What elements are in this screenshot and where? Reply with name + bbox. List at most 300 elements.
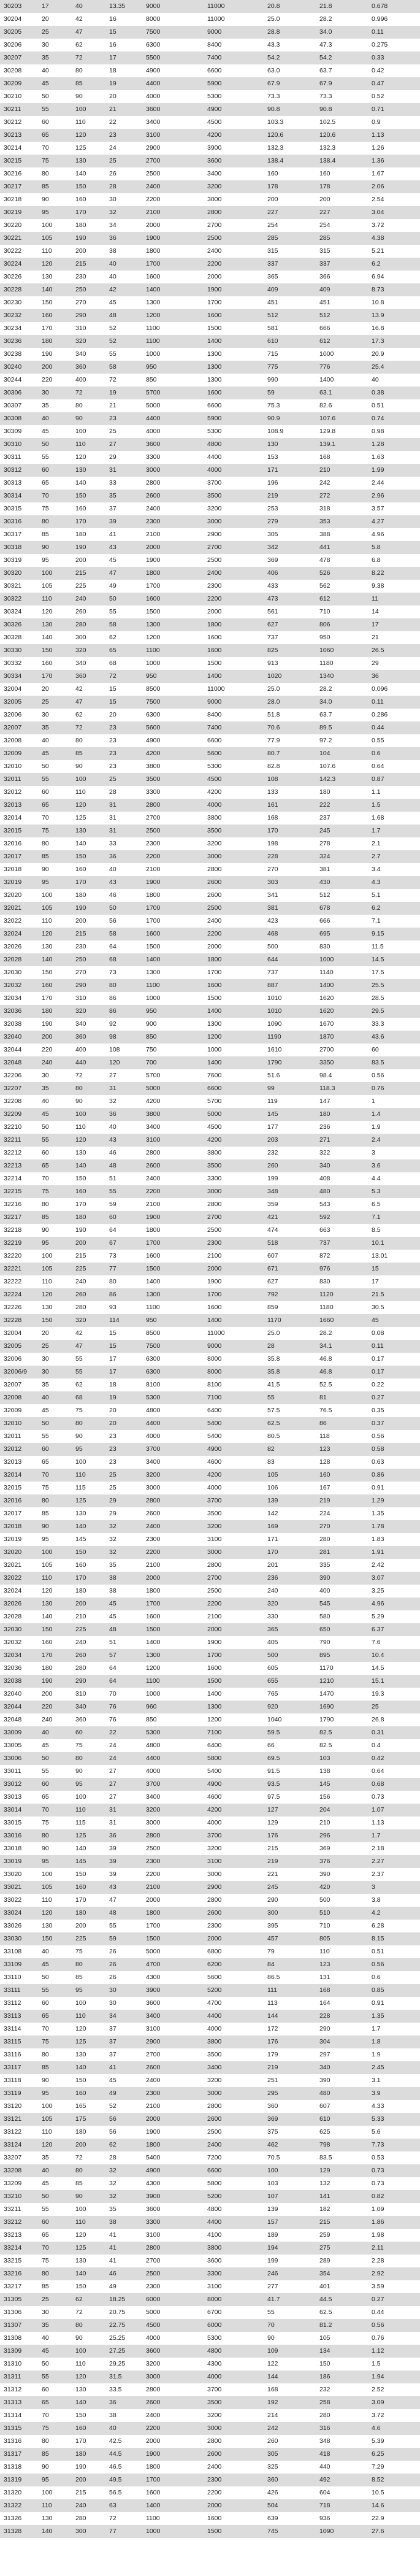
weight-cell: 19.3 <box>368 1688 420 1701</box>
speed-grease-cell: 2200 <box>142 850 204 863</box>
speed-oil-cell: 2000 <box>204 1623 264 1636</box>
outer-diameter-cell: 80 <box>72 1752 105 1765</box>
width-cell: 77 <box>105 2525 142 2538</box>
outer-diameter-cell: 110 <box>72 2216 105 2229</box>
width-cell: 32 <box>105 2164 142 2177</box>
static-load-cell: 440 <box>316 2461 368 2474</box>
static-load-cell: 381 <box>316 863 368 876</box>
speed-grease-cell: 2100 <box>142 206 204 219</box>
model-cell: 30317 <box>0 528 38 541</box>
table-row <box>0 1739 420 1752</box>
weight-cell: 0.86 <box>368 1469 420 1482</box>
weight-cell: 0.6 <box>368 1971 420 1984</box>
model-cell: 33208 <box>0 2164 38 2177</box>
table-row <box>0 335 420 348</box>
table-row <box>0 1971 420 1984</box>
inner-diameter-cell: 200 <box>38 1688 72 1701</box>
weight-cell: 3.72 <box>368 219 420 232</box>
inner-diameter-cell: 20 <box>38 1327 72 1340</box>
speed-grease-cell: 4200 <box>142 1095 204 1108</box>
speed-grease-cell: 1400 <box>142 2499 204 2512</box>
weight-cell: 3 <box>368 1881 420 1894</box>
table-row <box>0 889 420 902</box>
static-load-cell: 1620 <box>316 992 368 1005</box>
speed-grease-cell: 1300 <box>142 1288 204 1301</box>
outer-diameter-cell: 225 <box>72 580 105 593</box>
dynamic-load-cell: 103.3 <box>264 116 316 129</box>
weight-cell: 0.17 <box>368 1366 420 1378</box>
dynamic-load-cell: 1170 <box>264 1314 316 1327</box>
dynamic-load-cell: 35.8 <box>264 1353 316 1366</box>
model-cell: 30203 <box>0 0 38 13</box>
table-row <box>0 1430 420 1443</box>
weight-cell: 16.8 <box>368 322 420 335</box>
speed-grease-cell: 1600 <box>142 1250 204 1263</box>
speed-grease-cell: 1700 <box>142 1598 204 1610</box>
width-cell: 108 <box>105 1044 142 1056</box>
table-row <box>0 374 420 386</box>
dynamic-load-cell: 199 <box>264 1172 316 1185</box>
weight-cell: 2.92 <box>368 2267 420 2280</box>
table-row <box>0 1301 420 1314</box>
model-cell: 30328 <box>0 631 38 644</box>
width-cell: 43 <box>105 541 142 554</box>
width-cell: 47 <box>105 1894 142 1907</box>
speed-grease-cell: 3300 <box>142 451 204 464</box>
outer-diameter-cell: 110 <box>72 438 105 451</box>
width-cell: 45 <box>105 296 142 309</box>
model-cell: 33124 <box>0 2139 38 2151</box>
width-cell: 64 <box>105 1675 142 1688</box>
outer-diameter-cell: 125 <box>72 1494 105 1507</box>
outer-diameter-cell: 360 <box>72 670 105 683</box>
table-row <box>0 825 420 837</box>
model-cell: 31320 <box>0 2486 38 2499</box>
weight-cell: 36 <box>368 670 420 683</box>
static-load-cell: 204 <box>316 1804 368 1817</box>
width-cell: 45 <box>105 2074 142 2087</box>
width-cell: 32 <box>105 2177 142 2190</box>
table-row <box>0 1507 420 1520</box>
weight-cell: 0.51 <box>368 1945 420 1958</box>
speed-oil-cell: 4900 <box>204 103 264 116</box>
weight-cell: 29 <box>368 657 420 670</box>
speed-oil-cell: 2000 <box>204 606 264 618</box>
width-cell: 21 <box>105 399 142 412</box>
weight-cell: 7.1 <box>368 1211 420 1224</box>
model-cell: 30326 <box>0 618 38 631</box>
dynamic-load-cell: 990 <box>264 374 316 386</box>
inner-diameter-cell: 150 <box>38 644 72 657</box>
model-cell: 33019 <box>0 1855 38 1868</box>
weight-cell: 3.72 <box>368 2409 420 2422</box>
model-cell: 31313 <box>0 2396 38 2409</box>
weight-cell: 0.38 <box>368 386 420 399</box>
table-row <box>0 425 420 438</box>
outer-diameter-cell: 320 <box>72 1005 105 1018</box>
speed-grease-cell: 2700 <box>142 2048 204 2061</box>
static-load-cell: 258 <box>316 2396 368 2409</box>
table-row <box>0 116 420 129</box>
width-cell: 41 <box>105 528 142 541</box>
model-cell: 32226 <box>0 1301 38 1314</box>
static-load-cell: 97.2 <box>316 734 368 747</box>
weight-cell: 3.04 <box>368 206 420 219</box>
speed-oil-cell: 3700 <box>204 477 264 490</box>
dynamic-load-cell: 468 <box>264 928 316 940</box>
weight-cell: 14.5 <box>368 953 420 966</box>
dynamic-load-cell: 51.8 <box>264 709 316 721</box>
table-row <box>0 773 420 786</box>
weight-cell: 1.91 <box>368 1546 420 1559</box>
weight-cell: 0.47 <box>368 77 420 90</box>
weight-cell: 0.56 <box>368 1958 420 1971</box>
outer-diameter-cell: 140 <box>72 2396 105 2409</box>
weight-cell: 33.3 <box>368 1018 420 1031</box>
table-row <box>0 696 420 709</box>
speed-grease-cell: 2400 <box>142 2074 204 2087</box>
table-row <box>0 271 420 283</box>
model-cell: 33014 <box>0 1804 38 1817</box>
outer-diameter-cell: 85 <box>72 747 105 760</box>
weight-cell: 27.6 <box>368 2525 420 2538</box>
outer-diameter-cell: 260 <box>72 1288 105 1301</box>
speed-oil-cell: 3000 <box>204 850 264 863</box>
width-cell: 46.5 <box>105 2461 142 2474</box>
inner-diameter-cell: 40 <box>38 412 72 425</box>
speed-grease-cell: 4900 <box>142 64 204 77</box>
model-cell: 30204 <box>0 13 38 26</box>
model-cell: 32213 <box>0 1159 38 1172</box>
outer-diameter-cell: 225 <box>72 1623 105 1636</box>
table-row <box>0 915 420 928</box>
outer-diameter-cell: 72 <box>72 2306 105 2319</box>
table-row <box>0 2461 420 2474</box>
width-cell: 73 <box>105 966 142 979</box>
speed-oil-cell: 4200 <box>204 786 264 799</box>
weight-cell: 0.096 <box>368 683 420 696</box>
speed-grease-cell: 1100 <box>142 1675 204 1688</box>
table-row <box>0 541 420 554</box>
width-cell: 48 <box>105 1623 142 1636</box>
dynamic-load-cell: 365 <box>264 271 316 283</box>
speed-grease-cell: 1100 <box>142 335 204 348</box>
static-load-cell: 81 <box>316 1391 368 1404</box>
outer-diameter-cell: 180 <box>72 2448 105 2461</box>
model-cell: 32018 <box>0 863 38 876</box>
weight-cell: 1.7 <box>368 825 420 837</box>
width-cell: 31 <box>105 1082 142 1095</box>
outer-diameter-cell: 100 <box>72 1791 105 1804</box>
speed-oil-cell: 4100 <box>204 2229 264 2242</box>
outer-diameter-cell: 42 <box>72 1327 105 1340</box>
width-cell: 27 <box>105 1765 142 1778</box>
static-load-cell: 141 <box>316 2190 368 2203</box>
dynamic-load-cell: 139 <box>264 1494 316 1507</box>
weight-cell: 25.5 <box>368 979 420 992</box>
width-cell: 58 <box>105 928 142 940</box>
dynamic-load-cell: 887 <box>264 979 316 992</box>
speed-grease-cell: 1600 <box>142 271 204 283</box>
inner-diameter-cell: 150 <box>38 1623 72 1636</box>
dynamic-load-cell: 260 <box>264 1159 316 1172</box>
outer-diameter-cell: 160 <box>72 2087 105 2100</box>
inner-diameter-cell: 80 <box>38 837 72 850</box>
speed-oil-cell: 8000 <box>204 1366 264 1378</box>
table-row <box>0 2474 420 2486</box>
table-row <box>0 2087 420 2100</box>
outer-diameter-cell: 95 <box>72 1443 105 1456</box>
width-cell: 35 <box>105 2203 142 2216</box>
width-cell: 67 <box>105 1237 142 1250</box>
inner-diameter-cell: 50 <box>38 1121 72 1134</box>
table-row <box>0 657 420 670</box>
static-load-cell: 210 <box>316 1817 368 1829</box>
model-cell: 32044 <box>0 1044 38 1056</box>
static-load-cell: 147 <box>316 1095 368 1108</box>
speed-grease-cell: 4900 <box>142 734 204 747</box>
inner-diameter-cell: 75 <box>38 1185 72 1198</box>
weight-cell: 2.52 <box>368 2383 420 2396</box>
model-cell: 30214 <box>0 142 38 155</box>
weight-cell: 4.3 <box>368 876 420 889</box>
model-cell: 30321 <box>0 580 38 593</box>
inner-diameter-cell: 75 <box>38 2036 72 2048</box>
speed-oil-cell: 4200 <box>204 1469 264 1482</box>
model-cell: 32222 <box>0 1275 38 1288</box>
speed-grease-cell: 5000 <box>142 1945 204 1958</box>
speed-grease-cell: 950 <box>142 1314 204 1327</box>
static-load-cell: 2700 <box>316 1044 368 1056</box>
inner-diameter-cell: 70 <box>38 142 72 155</box>
inner-diameter-cell: 90 <box>38 193 72 206</box>
outer-diameter-cell: 130 <box>72 155 105 167</box>
speed-oil-cell: 1900 <box>204 1636 264 1649</box>
weight-cell: 1.4 <box>368 1108 420 1121</box>
dynamic-load-cell: 176 <box>264 2036 316 2048</box>
dynamic-load-cell: 168 <box>264 812 316 825</box>
dynamic-load-cell: 196 <box>264 477 316 490</box>
table-row <box>0 1829 420 1842</box>
outer-diameter-cell: 72 <box>72 52 105 64</box>
outer-diameter-cell: 130 <box>72 2255 105 2267</box>
weight-cell: 0.42 <box>368 1752 420 1765</box>
inner-diameter-cell: 100 <box>38 567 72 580</box>
inner-diameter-cell: 45 <box>38 1739 72 1752</box>
speed-grease-cell: 1200 <box>142 309 204 322</box>
model-cell: 33108 <box>0 1945 38 1958</box>
speed-grease-cell: 3300 <box>142 2216 204 2229</box>
width-cell: 64 <box>105 940 142 953</box>
outer-diameter-cell: 130 <box>72 2048 105 2061</box>
model-cell: 33109 <box>0 1958 38 1971</box>
inner-diameter-cell: 120 <box>38 1288 72 1301</box>
inner-diameter-cell: 80 <box>38 2048 72 2061</box>
speed-oil-cell: 5800 <box>204 2177 264 2190</box>
model-cell: 33021 <box>0 1881 38 1894</box>
inner-diameter-cell: 95 <box>38 554 72 567</box>
inner-diameter-cell: 180 <box>38 335 72 348</box>
speed-oil-cell: 2600 <box>204 889 264 902</box>
weight-cell: 0.64 <box>368 760 420 773</box>
speed-grease-cell: 1800 <box>142 1224 204 1237</box>
weight-cell: 11.5 <box>368 940 420 953</box>
inner-diameter-cell: 120 <box>38 1907 72 1920</box>
inner-diameter-cell: 110 <box>38 2126 72 2139</box>
outer-diameter-cell: 360 <box>72 1031 105 1044</box>
outer-diameter-cell: 180 <box>72 219 105 232</box>
static-load-cell: 52.5 <box>316 1378 368 1391</box>
outer-diameter-cell: 140 <box>72 167 105 180</box>
speed-grease-cell: 1100 <box>142 322 204 335</box>
static-load-cell: 418 <box>316 2448 368 2461</box>
static-load-cell: 478 <box>316 554 368 567</box>
speed-grease-cell: 3600 <box>142 2345 204 2358</box>
weight-cell: 3 <box>368 1147 420 1159</box>
inner-diameter-cell: 85 <box>38 850 72 863</box>
weight-cell: 17.3 <box>368 335 420 348</box>
speed-grease-cell: 1900 <box>142 876 204 889</box>
speed-grease-cell: 1900 <box>142 2126 204 2139</box>
speed-oil-cell: 2000 <box>204 940 264 953</box>
table-row <box>0 1572 420 1585</box>
speed-oil-cell: 11000 <box>204 13 264 26</box>
model-cell: 30320 <box>0 567 38 580</box>
speed-oil-cell: 3000 <box>204 193 264 206</box>
speed-grease-cell: 1800 <box>142 2139 204 2151</box>
width-cell: 31 <box>105 799 142 812</box>
dynamic-load-cell: 55 <box>264 1391 316 1404</box>
speed-oil-cell: 2100 <box>204 1610 264 1623</box>
dynamic-load-cell: 260 <box>264 2435 316 2448</box>
speed-grease-cell: 5300 <box>142 1726 204 1739</box>
width-cell: 37 <box>105 2048 142 2061</box>
width-cell: 38 <box>105 245 142 258</box>
speed-grease-cell: 3400 <box>142 1456 204 1469</box>
dynamic-load-cell: 120.6 <box>264 129 316 142</box>
speed-grease-cell: 9000 <box>142 0 204 13</box>
weight-cell: 1.98 <box>368 2229 420 2242</box>
speed-oil-cell: 3700 <box>204 1494 264 1507</box>
inner-diameter-cell: 130 <box>38 940 72 953</box>
model-cell: 30210 <box>0 90 38 103</box>
inner-diameter-cell: 45 <box>38 77 72 90</box>
outer-diameter-cell: 170 <box>72 1894 105 1907</box>
model-cell: 32019 <box>0 1533 38 1546</box>
speed-oil-cell: 1400 <box>204 1314 264 1327</box>
outer-diameter-cell: 200 <box>72 2139 105 2151</box>
speed-grease-cell: 4400 <box>142 77 204 90</box>
outer-diameter-cell: 47 <box>72 696 105 709</box>
speed-grease-cell: 2700 <box>142 155 204 167</box>
outer-diameter-cell: 310 <box>72 322 105 335</box>
outer-diameter-cell: 75 <box>72 1739 105 1752</box>
weight-cell: 6.8 <box>368 554 420 567</box>
table-row <box>0 1198 420 1211</box>
speed-grease-cell: 950 <box>142 1005 204 1018</box>
speed-grease-cell: 2900 <box>142 2036 204 2048</box>
table-row <box>0 2306 420 2319</box>
model-cell: 32016 <box>0 837 38 850</box>
inner-diameter-cell: 20 <box>38 683 72 696</box>
speed-grease-cell: 2100 <box>142 1881 204 1894</box>
width-cell: 26 <box>105 1945 142 1958</box>
speed-oil-cell: 11000 <box>204 683 264 696</box>
speed-grease-cell: 1700 <box>142 915 204 928</box>
dynamic-load-cell: 83 <box>264 1456 316 1469</box>
inner-diameter-cell: 25 <box>38 2293 72 2306</box>
static-load-cell: 182 <box>316 2203 368 2216</box>
dynamic-load-cell: 1090 <box>264 1018 316 1031</box>
dynamic-load-cell: 161 <box>264 799 316 812</box>
dynamic-load-cell: 1190 <box>264 1031 316 1044</box>
table-row <box>0 1044 420 1056</box>
speed-oil-cell: 2600 <box>204 2448 264 2461</box>
static-load-cell: 612 <box>316 335 368 348</box>
dynamic-load-cell: 99 <box>264 1082 316 1095</box>
speed-grease-cell: 4200 <box>142 747 204 760</box>
weight-cell: 5.6 <box>368 2126 420 2139</box>
speed-oil-cell: 1400 <box>204 670 264 683</box>
table-row <box>0 1275 420 1288</box>
outer-diameter-cell: 215 <box>72 258 105 271</box>
width-cell: 32 <box>105 2190 142 2203</box>
dynamic-load-cell: 474 <box>264 1224 316 1237</box>
table-row <box>0 155 420 167</box>
weight-cell: 13.01 <box>368 1250 420 1263</box>
static-load-cell: 1060 <box>316 644 368 657</box>
outer-diameter-cell: 90 <box>72 1095 105 1108</box>
weight-cell: 5.3 <box>368 1185 420 1198</box>
inner-diameter-cell: 50 <box>38 760 72 773</box>
table-row <box>0 1817 420 1829</box>
speed-grease-cell: 5700 <box>142 1069 204 1082</box>
weight-cell: 1.68 <box>368 812 420 825</box>
speed-oil-cell: 7400 <box>204 52 264 64</box>
speed-grease-cell: 2500 <box>142 825 204 837</box>
speed-oil-cell: 3200 <box>204 1520 264 1533</box>
speed-grease-cell: 1200 <box>142 1662 204 1675</box>
static-load-cell: 275 <box>316 2242 368 2255</box>
static-load-cell: 592 <box>316 1211 368 1224</box>
model-cell: 30312 <box>0 464 38 477</box>
speed-oil-cell: 5300 <box>204 2332 264 2345</box>
speed-oil-cell: 1900 <box>204 1275 264 1288</box>
speed-oil-cell: 2200 <box>204 2486 264 2499</box>
model-cell: 31315 <box>0 2422 38 2435</box>
speed-grease-cell: 2100 <box>142 863 204 876</box>
speed-oil-cell: 1700 <box>204 966 264 979</box>
table-row <box>0 760 420 773</box>
inner-diameter-cell: 65 <box>38 1791 72 1804</box>
table-row <box>0 2267 420 2280</box>
weight-cell: 0.64 <box>368 1765 420 1778</box>
speed-oil-cell: 2400 <box>204 567 264 580</box>
width-cell: 18 <box>105 1378 142 1391</box>
speed-oil-cell: 9000 <box>204 696 264 709</box>
speed-grease-cell: 2500 <box>142 167 204 180</box>
weight-cell: 0.85 <box>368 1984 420 1997</box>
outer-diameter-cell: 440 <box>72 1056 105 1069</box>
dynamic-load-cell: 77.9 <box>264 734 316 747</box>
speed-grease-cell: 3100 <box>142 2229 204 2242</box>
model-cell: 33116 <box>0 2048 38 2061</box>
dynamic-load-cell: 295 <box>264 2087 316 2100</box>
inner-diameter-cell: 50 <box>38 1417 72 1430</box>
table-row <box>0 786 420 799</box>
static-load-cell: 324 <box>316 850 368 863</box>
inner-diameter-cell: 130 <box>38 618 72 631</box>
